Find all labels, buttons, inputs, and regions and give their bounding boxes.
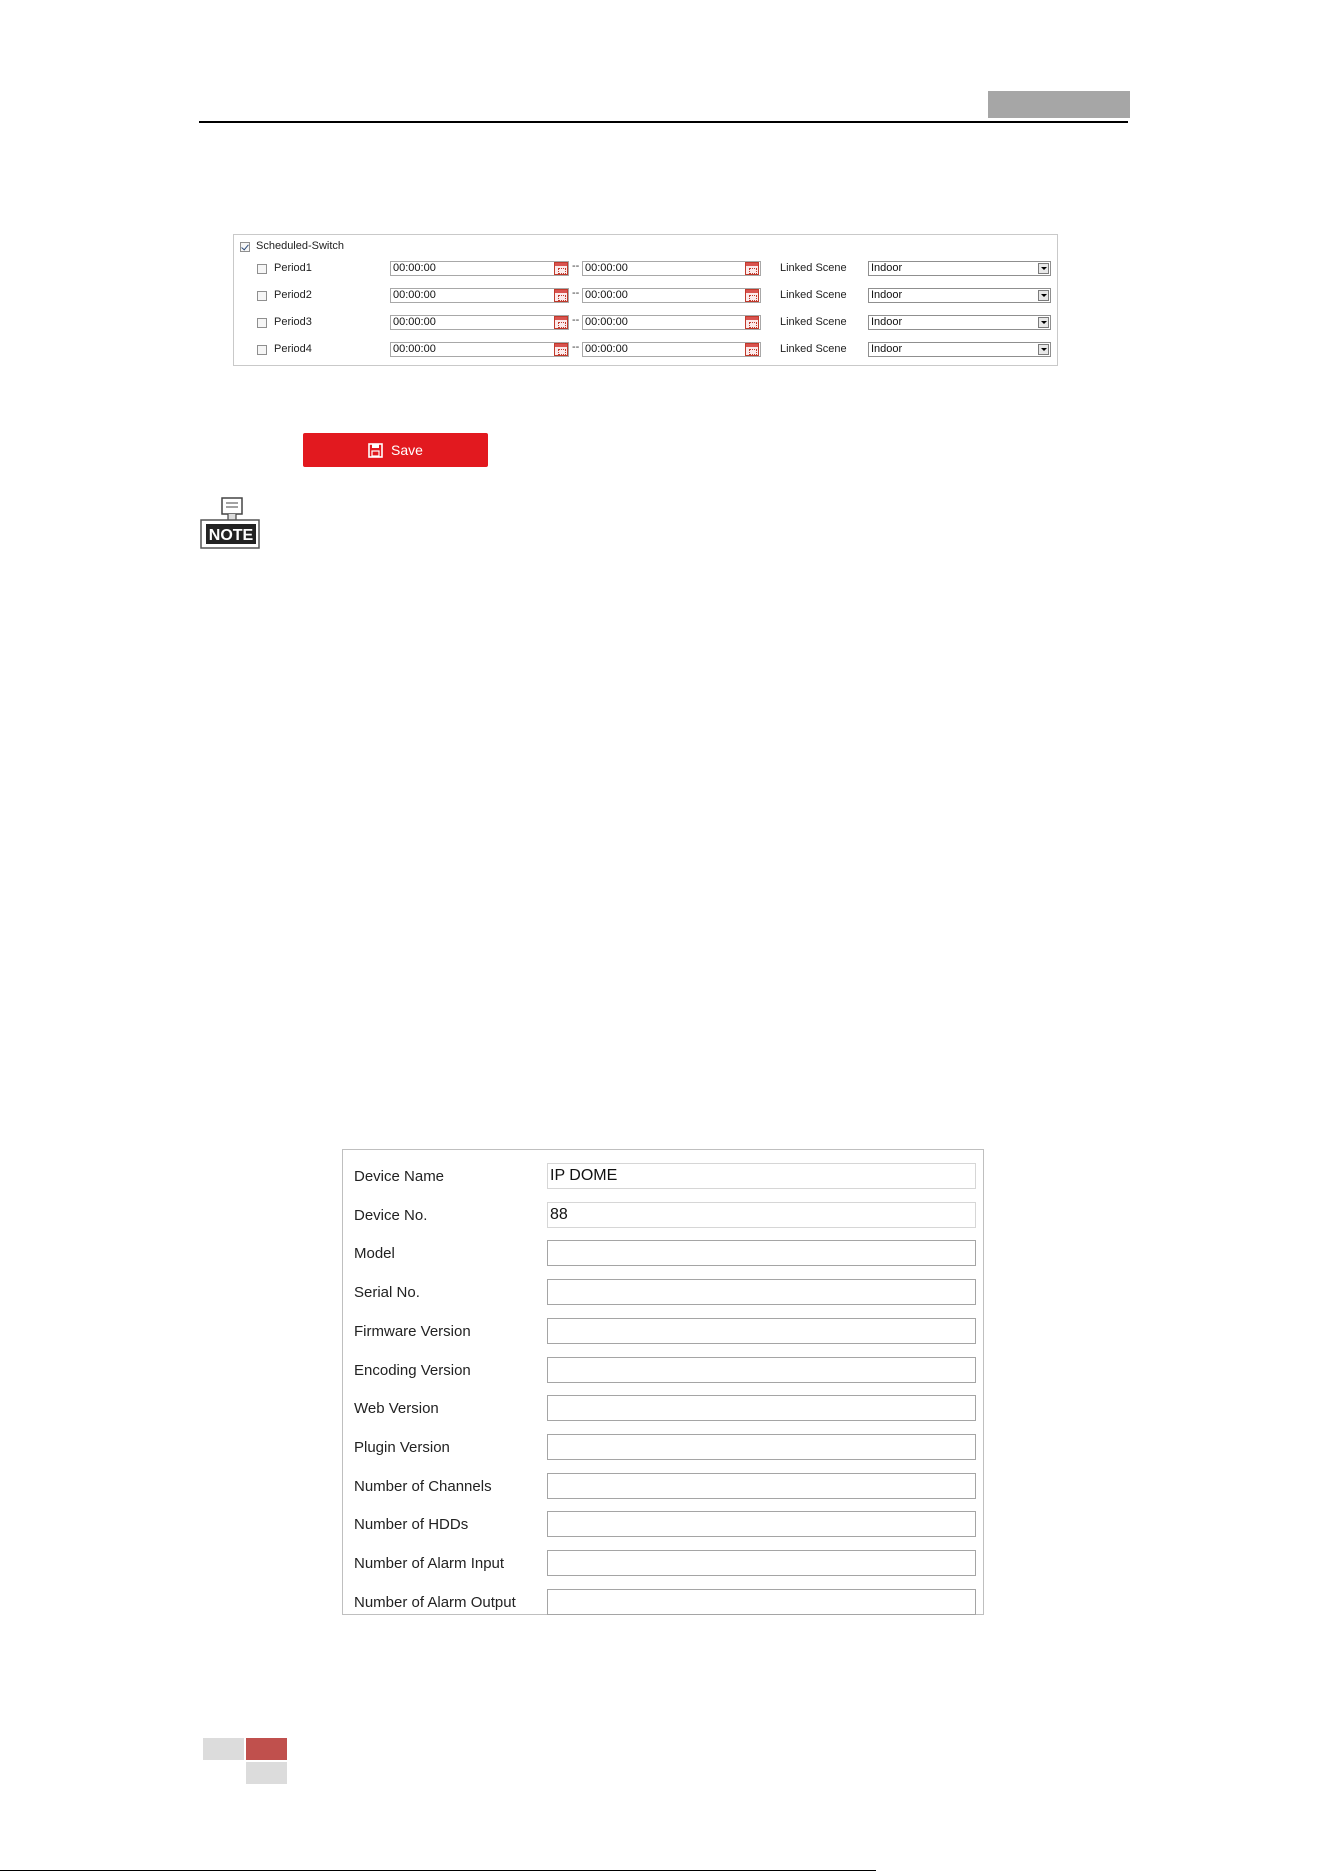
chevron-down-icon[interactable] [1038, 317, 1049, 328]
device-info-label: Device No. [354, 1206, 428, 1224]
period-checkbox[interactable] [257, 345, 267, 355]
calendar-icon[interactable] [745, 316, 759, 329]
device-info-row [343, 1197, 983, 1229]
device-info-row [343, 1545, 983, 1577]
linked-scene-select[interactable] [868, 288, 1051, 303]
footer-block-red [246, 1738, 287, 1760]
save-button[interactable] [303, 433, 488, 467]
header-rule [199, 121, 1128, 123]
device-info-field[interactable] [547, 1434, 976, 1460]
device-info-label: Device Name [354, 1168, 445, 1185]
note-icon [198, 496, 264, 552]
range-separator: -- [572, 287, 580, 299]
device-info-row [343, 1352, 983, 1384]
device-info-label: Plugin Version [354, 1438, 450, 1456]
scheduled-switch-label: Scheduled-Switch [256, 240, 345, 252]
period-label: Period4 [274, 343, 312, 355]
device-info-row [343, 1313, 983, 1345]
device-info-label: Model [354, 1245, 395, 1263]
period-label: Period3 [274, 316, 312, 328]
device-info-panel [342, 1149, 984, 1615]
device-info-row [343, 1584, 983, 1616]
device-info-label: Number of Alarm Input [354, 1555, 505, 1572]
period-end-input[interactable]: 00:00:00 [582, 342, 761, 357]
period-start-input[interactable]: 00:00:00 [390, 315, 569, 330]
device-info-field[interactable] [547, 1589, 976, 1615]
device-info-field[interactable] [547, 1240, 976, 1266]
device-info-field[interactable] [547, 1473, 976, 1499]
calendar-icon[interactable] [745, 343, 759, 356]
scheduled-switch-checkbox[interactable] [240, 242, 250, 252]
period-row [234, 259, 1057, 281]
calendar-icon[interactable] [554, 316, 568, 329]
device-info-label: Number of Alarm Output [354, 1593, 516, 1611]
floppy-disk-icon [368, 443, 383, 458]
device-info-row [343, 1274, 983, 1306]
device-info-field[interactable] [547, 1395, 976, 1421]
period-start-input[interactable]: 00:00:00 [390, 288, 569, 303]
linked-scene-value: Indoor [871, 343, 903, 355]
period-end-input[interactable]: 00:00:00 [582, 288, 761, 303]
linked-scene-label: Linked Scene [780, 289, 847, 301]
footer-rule [0, 1870, 876, 1871]
device-info-label: Encoding Version [354, 1361, 471, 1379]
device-info-row [343, 1429, 983, 1461]
device-info-field[interactable] [547, 1279, 976, 1305]
period-checkbox[interactable] [257, 291, 267, 301]
calendar-icon[interactable] [554, 343, 568, 356]
device-info-field[interactable] [547, 1550, 976, 1576]
linked-scene-label: Linked Scene [780, 343, 847, 355]
scheduled-switch-panel [233, 234, 1058, 366]
device-info-row [343, 1158, 983, 1190]
device-info-field[interactable] [547, 1318, 976, 1344]
device-info-label: Serial No. [354, 1284, 420, 1302]
device-info-row [343, 1506, 983, 1538]
device-info-field[interactable] [547, 1357, 976, 1383]
header-tab-block [988, 91, 1130, 118]
period-checkbox[interactable] [257, 264, 267, 274]
linked-scene-label: Linked Scene [780, 262, 847, 274]
linked-scene-label: Linked Scene [780, 316, 847, 328]
linked-scene-value: Indoor [871, 289, 903, 301]
footer-block-gray-lower [246, 1762, 287, 1784]
period-start-input[interactable]: 00:00:00 [390, 342, 569, 357]
chevron-down-icon[interactable] [1038, 344, 1049, 355]
device-info-label: Number of Channels [354, 1477, 492, 1495]
linked-scene-value: Indoor [871, 316, 903, 328]
period-row [234, 313, 1057, 335]
period-label: Period2 [274, 289, 312, 301]
footer-block-gray [203, 1738, 244, 1760]
note-icon-text: NOTE [208, 527, 254, 544]
save-button-label: Save [391, 442, 423, 458]
period-checkbox[interactable] [257, 318, 267, 328]
calendar-icon[interactable] [554, 289, 568, 302]
device-info-row [343, 1235, 983, 1267]
chevron-down-icon[interactable] [1038, 290, 1049, 301]
period-end-input[interactable]: 00:00:00 [582, 315, 761, 330]
range-separator: -- [572, 341, 580, 353]
period-row [234, 340, 1057, 362]
linked-scene-select[interactable] [868, 261, 1051, 276]
calendar-icon[interactable] [745, 262, 759, 275]
range-separator: -- [572, 314, 580, 326]
period-row [234, 286, 1057, 308]
range-separator: -- [572, 260, 580, 272]
device-info-row [343, 1390, 983, 1422]
linked-scene-value: Indoor [871, 262, 903, 274]
period-end-input[interactable]: 00:00:00 [582, 261, 761, 276]
linked-scene-select[interactable] [868, 342, 1051, 357]
calendar-icon[interactable] [554, 262, 568, 275]
device-info-field[interactable] [547, 1511, 976, 1537]
period-start-input[interactable]: 00:00:00 [390, 261, 569, 276]
period-label: Period1 [274, 262, 312, 274]
chevron-down-icon[interactable] [1038, 263, 1049, 274]
device-info-field[interactable]: 88 [547, 1202, 976, 1228]
device-info-label: Web Version [354, 1400, 439, 1418]
device-info-label: Number of HDDs [354, 1516, 469, 1534]
linked-scene-select[interactable] [868, 315, 1051, 330]
calendar-icon[interactable] [745, 289, 759, 302]
device-info-field[interactable]: IP DOME [547, 1163, 976, 1189]
device-info-row [343, 1468, 983, 1500]
device-info-label: Firmware Version [354, 1322, 471, 1340]
